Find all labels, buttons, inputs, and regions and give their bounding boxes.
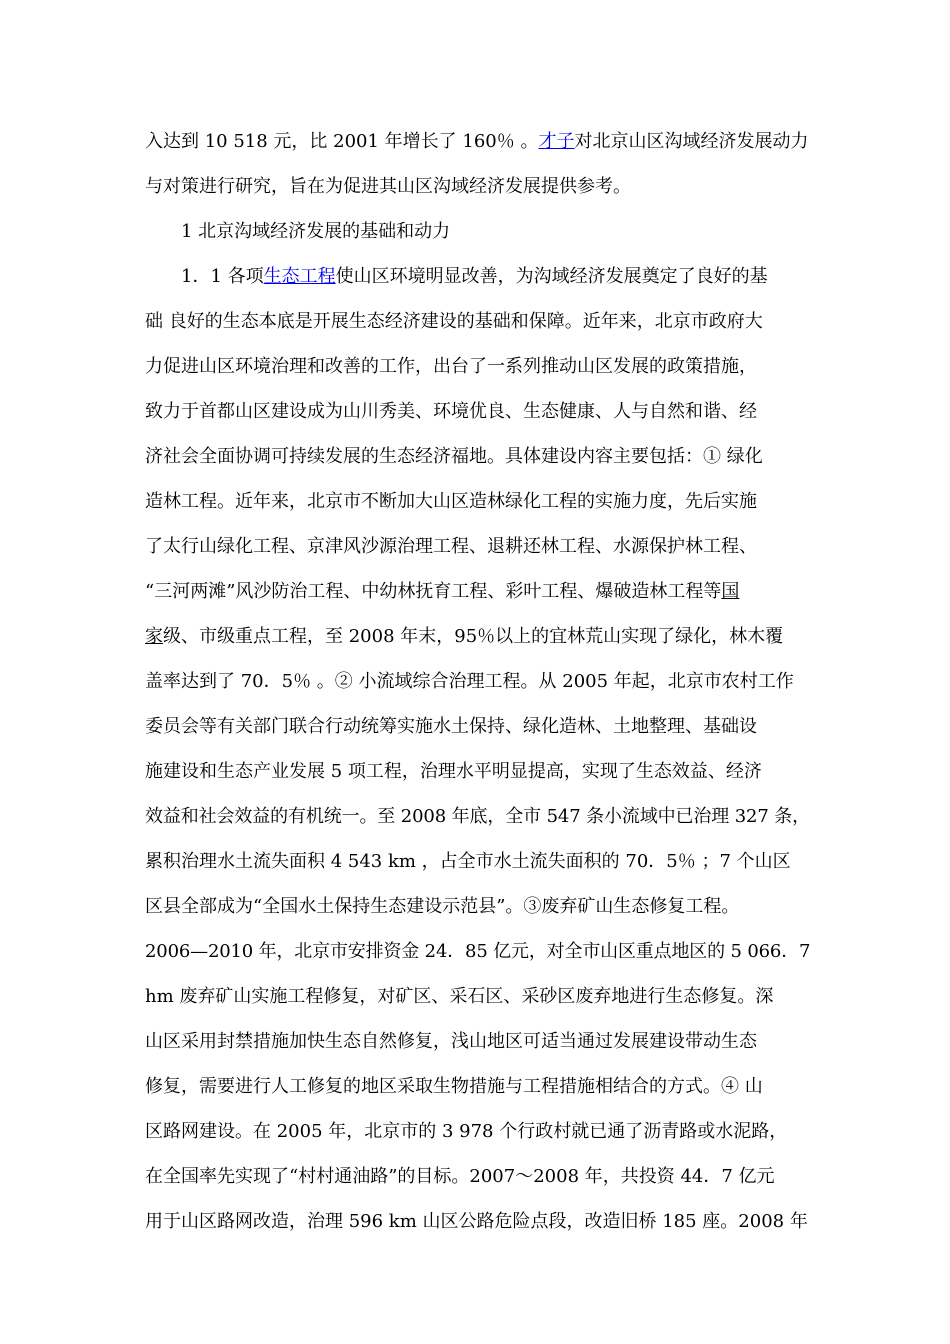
text-line-25: 用于山区路网改造，治理 596 km 山区公路危险点段，改造旧桥 185 座。2008 年 — [145, 1211, 808, 1232]
line-1-part-a: 入达到 10 518 元，比 2001 年增长了 160％ 。 — [145, 131, 539, 152]
text-line-20: hm 废弃矿山实施工程修复，对矿区、采石区、采砂区废弃地进行生态修复。深 — [145, 986, 774, 1007]
text-line-12 — [145, 614, 810, 659]
text-line-23: 区路网建设。在 2005 年，北京市的 3 978 个行政村就已通了沥青路或水泥路， — [145, 1121, 788, 1142]
text-line-7: 致力于首都山区建设成为山川秀美、环境优良、生态健康、人与自然和谐、经 — [145, 401, 757, 422]
text-line-13: 盖率达到了 70．5％ 。② 小流域综合治理工程。从 2005 年起，北京市农村工作 — [145, 671, 794, 692]
text-line-21: 山区采用封禁措施加快生态自然修复，浅山地区可适当通过发展建设带动生态 — [145, 1031, 757, 1052]
eco-engineering-link[interactable]: 生态工程 — [263, 266, 336, 287]
text-line-15: 施建设和生态产业发展 5 项工程，治理水平明显提高，实现了生态效益、经济 — [145, 761, 762, 782]
text-line-16: 效益和社会效益的有机统一。至 2008 年底，全市 547 条小流域中已治理 327 条， — [145, 806, 810, 827]
text-line-6: 力促进山区环境治理和改善的工作，出台了一系列推动山区发展的政策措施， — [145, 356, 757, 377]
line-4-part-b: 使山区环境明显改善，为沟域经济发展奠定了良好的基 — [335, 266, 768, 287]
line-12-part-b: 级、市级重点工程，至 2008 年末，95％以上的宜林荒山实现了绿化，林木覆 — [163, 626, 784, 647]
text-line-14: 委员会等有关部门联合行动统筹实施水土保持、绿化造林、土地整理、基础设 — [145, 716, 757, 737]
line-4-part-a: 1．1 各项 — [181, 266, 264, 287]
document-page — [145, 119, 810, 1244]
text-line-9: 造林工程。近年来，北京市不断加大山区造林绿化工程的实施力度，先后实施 — [145, 491, 757, 512]
text-line-19: 2006—2010 年，北京市安排资金 24．85 亿元，对全市山区重点地区的 5 066．7 — [145, 941, 811, 962]
underlined-guo: 国 — [721, 581, 740, 602]
text-line-1 — [145, 119, 810, 164]
cai-zi-link[interactable]: 才子 — [538, 131, 575, 152]
text-line-18: 区县全部成为“全国水土保持生态建设示范县”。③废弃矿山生态修复工程。 — [145, 896, 740, 917]
text-line-10: 了太行山绿化工程、京津风沙源治理工程、退耕还林工程、水源保护林工程、 — [145, 536, 757, 557]
underlined-jia: 家 — [145, 626, 163, 647]
line-1-part-b: 对北京山区沟域经济发展动力 — [574, 131, 809, 152]
text-line-17: 累积治理水土流失面积 4 543 km ，占全市水土流失面积的 70．5％ ；7 个山区 — [145, 851, 791, 872]
text-line-11 — [145, 569, 810, 614]
line-11-part-a: “三河两滩”风沙防治工程、中幼林抚育工程、彩叶工程、爆破造林工程等 — [145, 581, 722, 602]
section-heading: 1 北京沟域经济发展的基础和动力 — [181, 221, 451, 242]
text-line-8: 济社会全面协调可持续发展的生态经济福地。具体建设内容主要包括：① 绿化 — [145, 446, 763, 467]
text-line-4 — [145, 254, 810, 299]
text-line-24: 在全国率先实现了“村村通油路”的目标。2007～2008 年，共投资 44．7 亿元 — [145, 1166, 775, 1187]
text-line-5: 础 良好的生态本底是开展生态经济建设的基础和保障。近年来，北京市政府大 — [145, 311, 763, 332]
text-line-22: 修复，需要进行人工修复的地区采取生物措施与工程措施相结合的方式。④ 山 — [145, 1076, 763, 1097]
text-line-2: 与对策进行研究，旨在为促进其山区沟域经济发展提供参考。 — [145, 176, 631, 197]
